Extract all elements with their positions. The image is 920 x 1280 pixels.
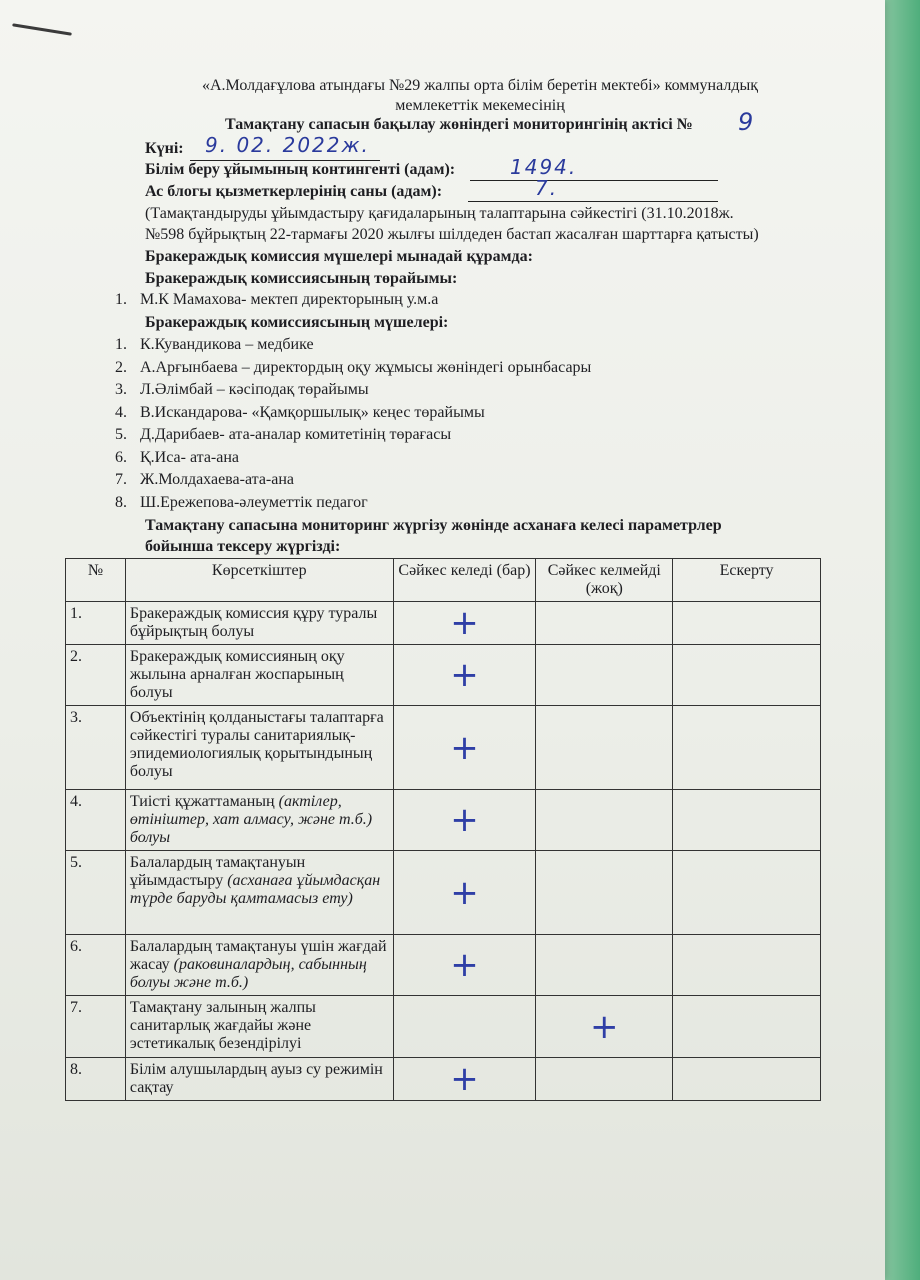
member-item bbox=[115, 359, 591, 377]
member-item bbox=[115, 336, 314, 354]
staff-label: Ас блогы қызметкерлерінің саны (адам): bbox=[145, 183, 443, 200]
compliance-note-line-1: (Тамақтандыруды ұйымдастыру қағидаларының талаптарына сәйкестігі (31.10.2018ж. bbox=[145, 205, 734, 222]
member-name: А.Арғынбаева – директордың оқу жұмысы жөніндегі орынбасары bbox=[140, 359, 592, 376]
row-note bbox=[673, 1058, 821, 1101]
member-num: 6. bbox=[115, 449, 127, 466]
member-num: 1. bbox=[115, 336, 127, 353]
act-title: Тамақтану сапасын бақылау жөніндегі мониторингінің актісі № bbox=[225, 116, 693, 133]
date-value-handwritten: 9. 02. 2022ж. bbox=[205, 133, 370, 157]
header-line-2: мемлекеттік мекемесінің bbox=[395, 97, 565, 114]
member-item bbox=[115, 494, 368, 512]
chair-item bbox=[115, 291, 438, 309]
indicator-italic: (асханаға ұйымдасқан түрде баруды қамтамасыз ету) bbox=[129, 872, 381, 907]
row-num: 5. bbox=[66, 851, 126, 935]
row-num: 6. bbox=[66, 935, 126, 996]
staff-value-handwritten: 7. bbox=[535, 176, 559, 200]
indicator-italic: (актілер, өтініштер, хат алмасу, және т.б.) болуы bbox=[129, 793, 373, 846]
member-num: 7. bbox=[115, 471, 127, 488]
mark-no bbox=[536, 706, 673, 790]
col-header-no: Сәйкес келмейді (жоқ) bbox=[536, 559, 673, 602]
indicator-text: Тамақтану залының жалпы санитарлық жағдайы және эстетикалық безендірілуі bbox=[129, 999, 316, 1052]
row-indicator bbox=[125, 602, 393, 645]
table-row bbox=[66, 645, 821, 706]
col-header-note: Ескерту bbox=[673, 559, 821, 602]
row-num: 3. bbox=[66, 706, 126, 790]
row-num: 8. bbox=[66, 1058, 126, 1101]
row-num: 1. bbox=[66, 602, 126, 645]
col-header-indicator: Көрсеткіштер bbox=[125, 559, 393, 602]
indicator-text: Балалардың тамақтануы үшін жағдай жасау bbox=[129, 938, 387, 973]
col-header-yes: Сәйкес келеді (бар) bbox=[393, 559, 536, 602]
member-item bbox=[115, 471, 294, 489]
mark-no bbox=[536, 1058, 673, 1101]
table-row bbox=[66, 602, 821, 645]
indicator-text: Бракераждық комиссияның оқу жылына арналған жоспарының болуы bbox=[129, 648, 345, 701]
member-num: 3. bbox=[115, 381, 127, 398]
header-line-1: «А.Молдағұлова атындағы №29 жалпы орта білім беретін мектебі» коммуналдық bbox=[202, 77, 758, 94]
mark-no bbox=[536, 602, 673, 645]
indicator-text: Балалардың тамақтануын ұйымдастыру bbox=[129, 854, 306, 889]
row-note bbox=[673, 790, 821, 851]
table-row bbox=[66, 935, 821, 996]
mark-no bbox=[536, 790, 673, 851]
member-num: 2. bbox=[115, 359, 127, 376]
table-row bbox=[66, 851, 821, 935]
commission-heading: Бракераждық комиссия мүшелері мынадай құрамда: bbox=[145, 248, 533, 265]
chair-num: 1. bbox=[115, 291, 127, 308]
member-num: 4. bbox=[115, 404, 127, 421]
mark-no: + bbox=[536, 996, 673, 1058]
compliance-note-line-2: №598 бұйрықтың 22-тармағы 2020 жылғы шілдеден бастап жасалған шарттарға қатысты) bbox=[145, 226, 759, 243]
member-name: Ж.Молдахаева-ата-ана bbox=[140, 471, 295, 488]
indicator-text: Білім алушылардың ауыз су режимін сақтау bbox=[129, 1061, 383, 1096]
contingent-label: Білім беру ұйымының контингенті (адам): bbox=[145, 161, 456, 178]
monitoring-heading-line-2: бойынша тексеру жүргізді: bbox=[145, 538, 341, 555]
chair-heading: Бракераждық комиссиясының төрайымы: bbox=[145, 270, 458, 287]
row-indicator bbox=[125, 790, 393, 851]
row-indicator bbox=[125, 851, 393, 935]
table-row bbox=[66, 706, 821, 790]
row-indicator bbox=[125, 996, 393, 1058]
row-note bbox=[673, 851, 821, 935]
indicator-italic: (раковиналардың, сабынның болуы және т.б.) bbox=[129, 956, 367, 991]
member-item bbox=[115, 404, 485, 422]
row-note bbox=[673, 645, 821, 706]
member-name: К.Кувандикова – медбике bbox=[140, 336, 314, 353]
member-item bbox=[115, 449, 239, 467]
row-note bbox=[673, 935, 821, 996]
row-num: 2. bbox=[66, 645, 126, 706]
indicator-text: Объектінің қолданыстағы талаптарға сәйкестігі туралы санитариялық-эпидемиологиялық қорытындының болуы bbox=[129, 709, 384, 780]
member-name: Ш.Ережепова-әлеуметтік педагог bbox=[140, 494, 368, 511]
table-header-row bbox=[66, 559, 821, 602]
col-header-num: № bbox=[66, 559, 126, 602]
monitoring-table bbox=[65, 558, 821, 1101]
member-name: Л.Әлімбай – кәсіподақ төрайымы bbox=[140, 381, 369, 398]
row-num: 4. bbox=[66, 790, 126, 851]
indicator-text: Тиісті құжаттаманың bbox=[129, 793, 279, 810]
members-heading: Бракераждық комиссиясының мүшелері: bbox=[145, 314, 449, 331]
chair-name: М.К Мамахова- мектеп директорының у.м.а bbox=[140, 291, 439, 308]
contingent-underline bbox=[470, 180, 718, 181]
date-label: Күні: bbox=[145, 140, 184, 157]
mark-yes: + bbox=[393, 935, 536, 996]
member-name: Қ.Иса- ата-ана bbox=[140, 449, 240, 466]
contingent-value-handwritten: 1494. bbox=[510, 155, 578, 179]
member-item bbox=[115, 381, 369, 399]
mark-no bbox=[536, 935, 673, 996]
mark-yes: + bbox=[393, 790, 536, 851]
indicator-text: Бракераждық комиссия құру туралы бұйрықтың болуы bbox=[129, 605, 378, 640]
act-number-handwritten: 9 bbox=[738, 108, 754, 136]
mark-yes: + bbox=[393, 851, 536, 935]
row-indicator bbox=[125, 706, 393, 790]
member-name: Д.Дарибаев- ата-аналар комитетінің төрағасы bbox=[140, 426, 452, 443]
mark-no bbox=[536, 645, 673, 706]
row-note bbox=[673, 706, 821, 790]
mark-yes: + bbox=[393, 706, 536, 790]
mark-yes: + bbox=[393, 645, 536, 706]
row-indicator bbox=[125, 1058, 393, 1101]
member-name: В.Искандарова- «Қамқоршылық» кеңес төрайымы bbox=[140, 404, 485, 421]
member-item bbox=[115, 426, 451, 444]
mark-yes: + bbox=[393, 602, 536, 645]
table-row bbox=[66, 1058, 821, 1101]
table-row bbox=[66, 790, 821, 851]
mark-no bbox=[536, 851, 673, 935]
row-indicator bbox=[125, 935, 393, 996]
pen-stroke-mark bbox=[12, 23, 72, 35]
member-num: 5. bbox=[115, 426, 127, 443]
mark-yes: + bbox=[393, 1058, 536, 1101]
staff-underline bbox=[468, 201, 718, 202]
school-header bbox=[160, 76, 800, 116]
row-note bbox=[673, 996, 821, 1058]
table-row bbox=[66, 996, 821, 1058]
member-num: 8. bbox=[115, 494, 127, 511]
monitoring-heading-line-1: Тамақтану сапасына мониторинг жүргізу жөнінде асханаға келесі параметрлер bbox=[145, 517, 722, 534]
mark-yes bbox=[393, 996, 536, 1058]
row-indicator bbox=[125, 645, 393, 706]
row-note bbox=[673, 602, 821, 645]
row-num: 7. bbox=[66, 996, 126, 1058]
